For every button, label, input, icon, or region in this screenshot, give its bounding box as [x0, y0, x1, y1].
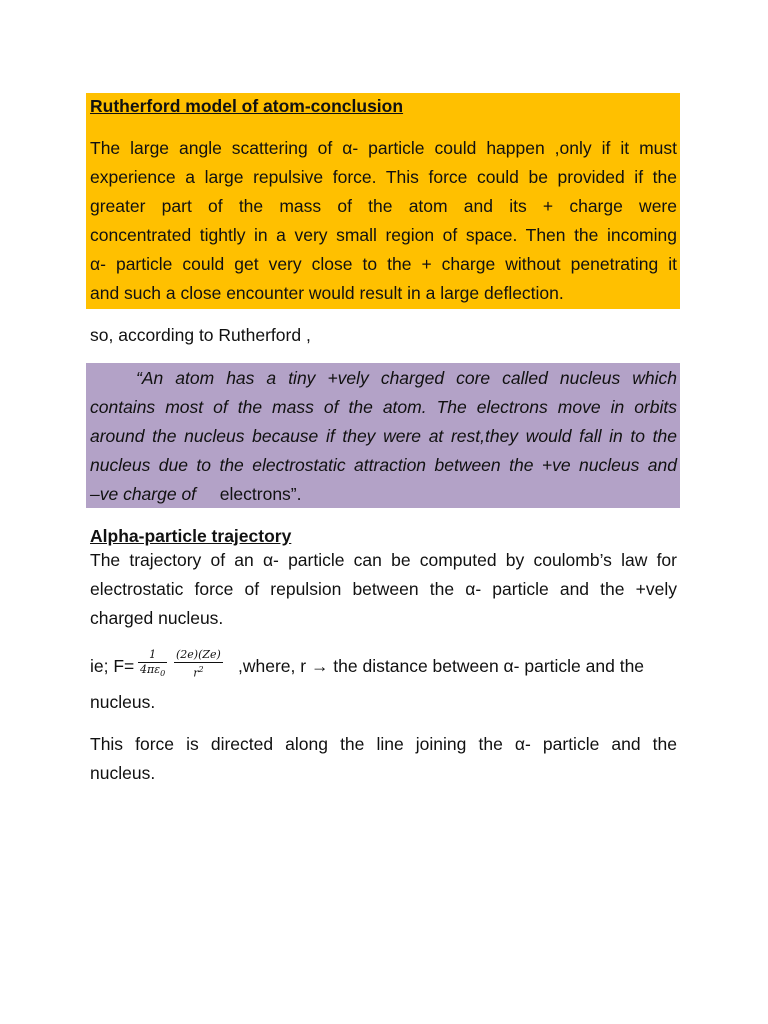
quote-line: contains most of the mass of the atom. The electrons move in orbits: [90, 397, 677, 417]
intro-text: so, according to Rutherford ,: [90, 325, 311, 345]
paragraph-line: greater part of the mass of the atom and its + charge were: [90, 196, 677, 216]
paragraph-line: nucleus.: [90, 692, 156, 712]
section-heading-alpha-trajectory: Alpha-particle trajectory: [90, 526, 292, 546]
formula-prefix: ie; F=: [90, 656, 135, 676]
paragraph-line: The large angle scattering of α- particle could happen ,only if it must: [90, 138, 677, 158]
paragraph-line: This force is directed along the line joining the α- particle and the: [90, 734, 677, 754]
fraction-denominator: $4\pi\varepsilon_0$: [140, 663, 166, 679]
formula-suffix: ,where, r → the distance between α- particle and the: [238, 656, 645, 676]
paragraph-line: and such a close encounter would result in a large deflection.: [90, 283, 564, 303]
section-heading-rutherford-model: Rutherford model of atom-conclusion: [90, 96, 404, 116]
paragraph-line: α- particle could get very close to the + charge without penetrating it: [90, 254, 677, 274]
paragraph-line: The trajectory of an α- particle can be computed by coulomb’s law for: [90, 550, 677, 570]
quote-line: around the nucleus because if they were at rest,they would fall in to the: [90, 426, 677, 446]
fraction-charges: [174, 648, 223, 681]
paragraph-line: nucleus.: [90, 763, 156, 783]
quote-italic-fragment: –ve charge of: [90, 484, 197, 504]
coulomb-formula: [90, 648, 680, 684]
fraction-numerator: 1: [149, 648, 157, 661]
paragraph-line: charged nucleus.: [90, 608, 224, 628]
fraction-numerator: (2e)(Ze): [176, 648, 221, 661]
quote-line: “An atom has a tiny +vely charged core called nucleus which: [136, 368, 677, 388]
fraction-constant: [138, 648, 167, 681]
fraction-denominator: $r^2$: [193, 665, 204, 680]
quote-line: nucleus due to the electrostatic attraction between the +ve nucleus and: [90, 455, 677, 475]
quote-line-last: [90, 480, 677, 509]
paragraph-line: electrostatic force of repulsion between the α- particle and the +vely: [90, 579, 677, 599]
quote-normal-fragment: electrons”.: [219, 484, 302, 504]
paragraph-line: experience a large repulsive force. This force could be provided if the: [90, 167, 677, 187]
paragraph-line: concentrated tightly in a very small region of space. Then the incoming: [90, 225, 677, 245]
